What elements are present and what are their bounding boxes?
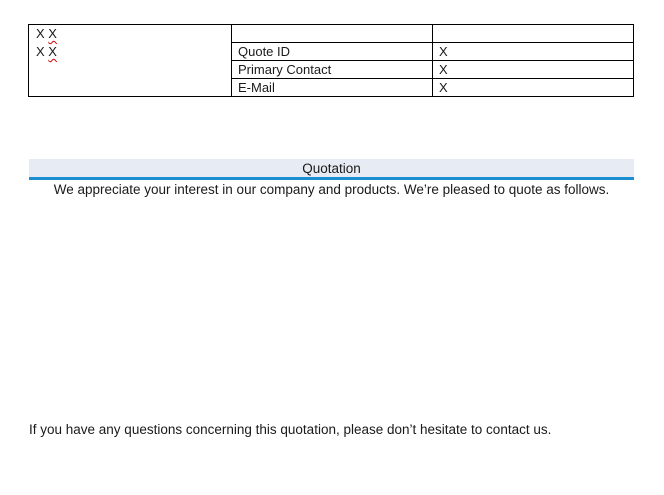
email-value[interactable]: X bbox=[433, 79, 634, 97]
quote-header-table bbox=[28, 24, 634, 97]
primary-contact-label[interactable]: Primary Contact bbox=[232, 61, 433, 79]
field-label-cell[interactable] bbox=[232, 25, 433, 43]
spellcheck-word: X bbox=[48, 26, 57, 41]
table-row bbox=[29, 25, 634, 43]
email-label[interactable]: E-Mail bbox=[232, 79, 433, 97]
company-line-2: X X bbox=[36, 44, 57, 59]
spellcheck-word: X bbox=[48, 44, 57, 59]
quotation-title: Quotation bbox=[302, 161, 361, 176]
company-info-cell[interactable] bbox=[29, 25, 232, 97]
company-line-1: X X bbox=[36, 26, 57, 41]
quote-id-value[interactable]: X bbox=[433, 43, 634, 61]
closing-paragraph[interactable]: If you have any questions concerning this quotation, please don’t hesitate to contact us. bbox=[29, 422, 552, 437]
primary-contact-value[interactable]: X bbox=[433, 61, 634, 79]
intro-paragraph[interactable]: We appreciate your interest in our company and products. We’re pleased to quote as follows. bbox=[53, 182, 610, 197]
quotation-heading[interactable] bbox=[29, 159, 634, 180]
quote-id-label[interactable]: Quote ID bbox=[232, 43, 433, 61]
field-value-cell[interactable] bbox=[433, 25, 634, 43]
